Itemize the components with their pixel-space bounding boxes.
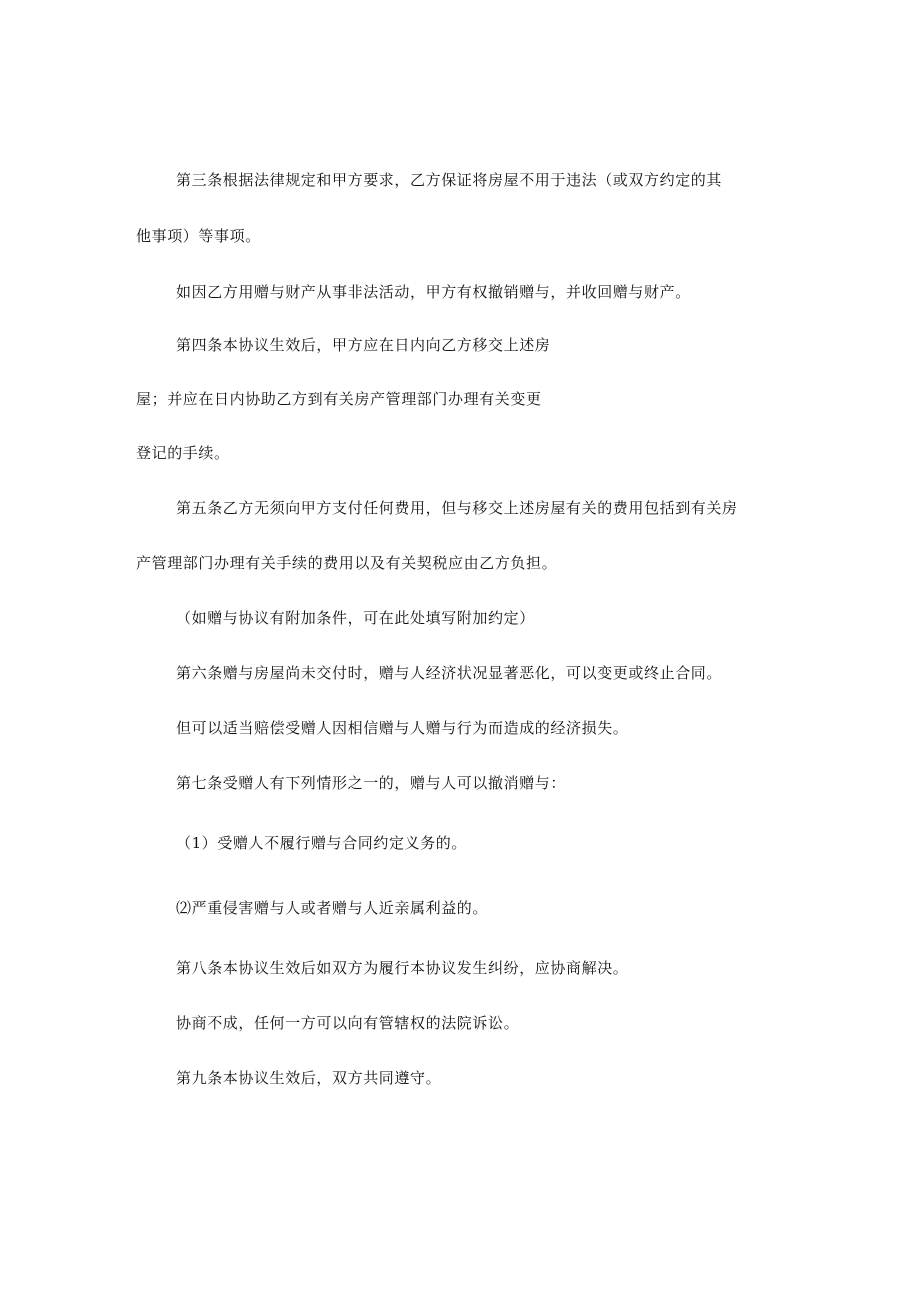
article-3-line-2: 他事项）等事项。 <box>136 227 261 245</box>
article-6-line-1: 第六条赠与房屋尚未交付时，赠与人经济状况显著恶化，可以变更或终止合同。 <box>176 664 723 682</box>
additional-conditions-note: （如赠与协议有附加条件，可在此处填写附加约定） <box>176 609 535 627</box>
article-6-line-2: 但可以适当赔偿受赠人因相信赠与人赠与行为而造成的经济损失。 <box>176 719 629 737</box>
article-8-line-1: 第八条本协议生效后如双方为履行本协议发生纠纷，应协商解决。 <box>176 959 629 977</box>
article-7-heading: 第七条受赠人有下列情形之一的，赠与人可以撤消赠与： <box>176 774 567 792</box>
article-4-line-2: 屋；并应在日内协助乙方到有关房产管理部门办理有关变更 <box>136 390 542 408</box>
article-8-line-2: 协商不成，任何一方可以向有管辖权的法院诉讼。 <box>176 1014 520 1032</box>
illegal-activity-clause: 如因乙方用赠与财产从事非法活动，甲方有权撤销赠与，并收回赠与财产。 <box>176 283 691 301</box>
article-4-line-1: 第四条本协议生效后，甲方应在日内向乙方移交上述房 <box>176 336 551 354</box>
article-3-line-1: 第三条根据法律规定和甲方要求，乙方保证将房屋不用于违法（或双方约定的其 <box>176 171 723 189</box>
article-7-item-2: ⑵严重侵害赠与人或者赠与人近亲属利益的。 <box>176 899 489 917</box>
article-5-line-2: 产管理部门办理有关手续的费用以及有关契税应由乙方负担。 <box>136 554 558 572</box>
article-9: 第九条本协议生效后，双方共同遵守。 <box>176 1069 442 1087</box>
article-7-item-1: （1）受赠人不履行赠与合同约定义务的。 <box>176 834 467 852</box>
article-5-line-1: 第五条乙方无须向甲方支付任何费用，但与移交上述房屋有关的费用包括到有关房 <box>176 499 738 517</box>
article-4-line-3: 登记的手续。 <box>136 444 230 462</box>
